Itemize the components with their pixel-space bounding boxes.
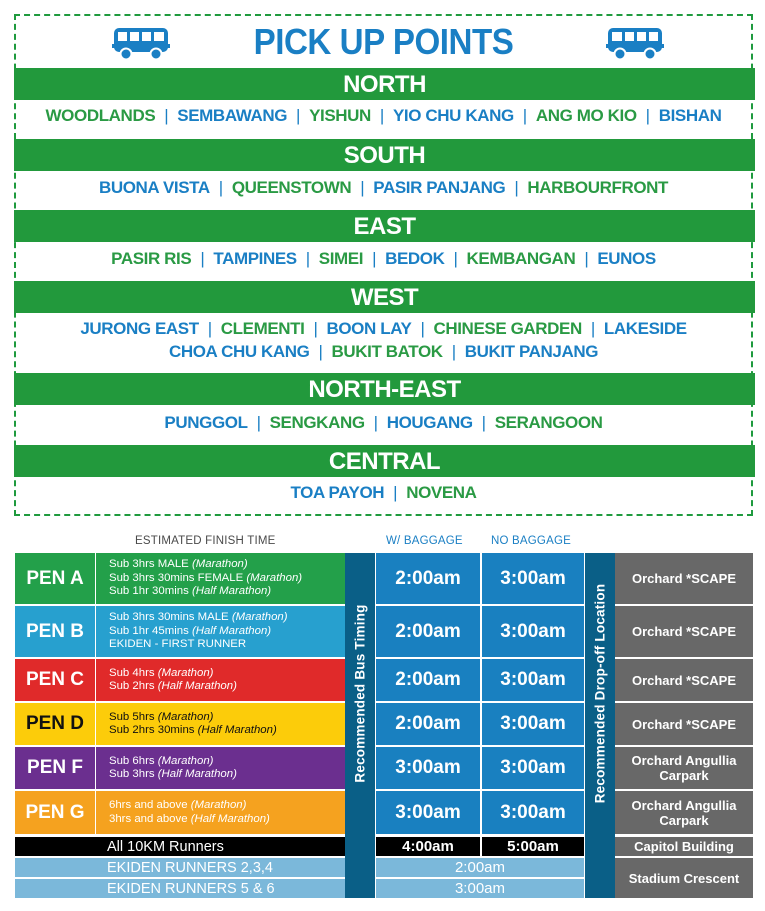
place-name: HARBOURFRONT — [527, 178, 669, 197]
dropoff-band-lower — [585, 836, 615, 898]
race-category-text: (Half Marathon) — [191, 585, 272, 598]
pen-label: PEN F — [15, 747, 95, 789]
region-header-central: CENTRAL — [14, 445, 755, 477]
place-name: CHOA CHU KANG — [168, 342, 310, 361]
place-name: PASIR RIS — [111, 249, 192, 268]
tenk-no-baggage: 5:00am — [482, 837, 584, 856]
pen-description-line — [109, 585, 345, 599]
race-category-text: (Marathon) — [157, 710, 214, 723]
separator: | — [207, 319, 212, 338]
finish-time-text: Sub 1hr 30mins — [109, 585, 192, 598]
dropoff-location: Orchard *SCAPE — [615, 703, 753, 745]
region-places-south — [16, 178, 751, 198]
dropoff-location: Orchard Angullia Carpark — [615, 791, 753, 834]
pen-description-line — [109, 611, 345, 625]
region-places-west — [16, 319, 751, 339]
separator: | — [453, 249, 458, 268]
region-header-east: EAST — [14, 210, 755, 242]
race-category-text: (Half Marathon) — [157, 680, 237, 692]
ekiden-location: Stadium Crescent — [615, 858, 753, 898]
with-baggage-time: 2:00am — [376, 703, 480, 745]
separator: | — [590, 319, 595, 338]
place-name: SIMEI — [318, 249, 364, 268]
separator: | — [481, 413, 486, 432]
separator: | — [514, 178, 519, 197]
pen-label: PEN A — [15, 553, 95, 604]
place-name: PASIR PANJANG — [373, 178, 506, 197]
tenk-label: All 10KM Runners — [107, 838, 224, 855]
race-category-text: (Marathon) — [231, 611, 288, 624]
separator: | — [218, 178, 223, 197]
ekiden-label: EKIDEN RUNNERS 5 & 6 — [107, 880, 275, 897]
ekiden-time: 2:00am — [376, 858, 584, 877]
no-baggage-time: 3:00am — [482, 703, 584, 745]
race-category-text: (Half Marathon) — [191, 624, 272, 637]
dropoff-location: Orchard *SCAPE — [615, 606, 753, 657]
region-places-central — [16, 483, 751, 503]
place-name: YIO CHU KANG — [392, 106, 514, 125]
with-baggage-time: 3:00am — [376, 747, 480, 789]
pen-label: PEN B — [15, 606, 95, 657]
place-name: ANG MO KIO — [535, 106, 637, 125]
place-name: BUONA VISTA — [98, 178, 210, 197]
pickup-title: PICK UP POINTS — [253, 21, 514, 62]
pen-description — [96, 791, 345, 834]
dropoff-band — [585, 553, 615, 836]
race-category-text: (Half Marathon) — [197, 724, 277, 736]
separator: | — [373, 413, 378, 432]
separator: | — [256, 413, 261, 432]
place-name: BUKIT PANJANG — [464, 342, 599, 361]
pen-label: PEN G — [15, 791, 95, 834]
pen-row — [15, 606, 345, 657]
bus-timing-band-lower — [345, 835, 375, 898]
place-name: NOVENA — [406, 483, 477, 502]
race-category-text: (Marathon) — [157, 754, 214, 767]
tenk-with-baggage: 4:00am — [376, 837, 480, 856]
separator: | — [164, 106, 169, 125]
pen-description — [96, 703, 345, 745]
ekiden-row — [15, 879, 345, 898]
pen-row — [15, 791, 345, 834]
finish-time-text: 3hrs and above — [109, 812, 191, 825]
separator: | — [305, 249, 310, 268]
region-header-west: WEST — [14, 281, 755, 313]
pen-description — [96, 606, 345, 657]
finish-time-text: 6hrs and above — [109, 799, 191, 811]
pen-description — [96, 747, 345, 789]
pen-label: PEN D — [15, 703, 95, 745]
no-baggage-time: 3:00am — [482, 553, 584, 604]
place-name: KEMBANGAN — [466, 249, 576, 268]
place-name: HOUGANG — [386, 413, 473, 432]
pickup-points-panel — [14, 14, 753, 516]
finish-time-text: Sub 3hrs — [109, 768, 158, 780]
ekiden-label: EKIDEN RUNNERS 2,3,4 — [107, 859, 273, 876]
separator: | — [360, 178, 365, 197]
place-name: WOODLANDS — [45, 106, 156, 125]
race-category-text: (Marathon) — [157, 666, 214, 679]
place-name: PUNGGOL — [164, 413, 248, 432]
tenk-row — [15, 837, 345, 856]
pen-description-line — [109, 768, 345, 782]
separator: | — [200, 249, 205, 268]
finish-time-text: Sub 4hrs — [109, 666, 158, 679]
ekiden-time: 3:00am — [376, 879, 584, 898]
finish-time-text: Sub 1hr 45mins — [109, 624, 192, 637]
with-baggage-time: 3:00am — [376, 791, 480, 834]
with-baggage-time: 2:00am — [376, 659, 480, 701]
pen-description-line — [109, 667, 345, 681]
no-baggage-time: 3:00am — [482, 747, 584, 789]
finish-time-text: Sub 5hrs — [109, 710, 158, 723]
pen-description — [96, 553, 345, 604]
region-header-south: SOUTH — [14, 139, 755, 171]
pen-row — [15, 659, 345, 701]
finish-time-text: Sub 2hrs 30mins — [109, 724, 198, 736]
place-name: YISHUN — [309, 106, 371, 125]
region-places-west-line2 — [16, 342, 751, 362]
pen-description-line — [109, 799, 345, 813]
place-name: BUKIT BATOK — [331, 342, 443, 361]
finish-time-text: Sub 3hrs 30mins FEMALE — [109, 571, 247, 584]
place-name: BISHAN — [658, 106, 722, 125]
separator: | — [451, 342, 456, 361]
dropoff-location: Orchard *SCAPE — [615, 553, 753, 604]
bus-timing-band — [345, 553, 375, 835]
region-header-north-east: NORTH-EAST — [14, 373, 755, 405]
place-name: LAKESIDE — [603, 319, 687, 338]
place-name: SEMBAWANG — [177, 106, 288, 125]
race-category-text: (Half Marathon) — [190, 812, 270, 825]
pen-description-line — [109, 558, 345, 572]
place-name: SERANGOON — [494, 413, 603, 432]
pen-label: PEN C — [15, 659, 95, 701]
separator: | — [379, 106, 384, 125]
pen-description-line — [109, 813, 345, 827]
place-name: CLEMENTI — [220, 319, 305, 338]
region-places-north-east — [16, 413, 751, 433]
with-baggage-time: 2:00am — [376, 553, 480, 604]
no-baggage-time: 3:00am — [482, 659, 584, 701]
place-name: BEDOK — [385, 249, 445, 268]
tenk-location: Capitol Building — [615, 837, 753, 856]
pen-description-line — [109, 755, 345, 769]
region-places-north — [16, 106, 751, 126]
separator: | — [645, 106, 650, 125]
finish-time-text: EKIDEN - FIRST RUNNER — [109, 638, 247, 651]
separator: | — [313, 319, 318, 338]
dropoff-label: Recommended Drop-off Location — [592, 583, 608, 804]
pen-row — [15, 553, 345, 604]
place-name: BOON LAY — [326, 319, 412, 338]
race-category-text: (Marathon) — [190, 799, 247, 811]
finish-time-text: Sub 3hrs 30mins MALE — [109, 611, 232, 624]
no-baggage-time: 3:00am — [482, 606, 584, 657]
pen-description-line — [109, 680, 345, 694]
place-name: TOA PAYOH — [290, 483, 385, 502]
header-with-baggage: W/ BAGGAGE — [386, 535, 463, 547]
ekiden-row — [15, 858, 345, 877]
header-no-baggage: NO BAGGAGE — [491, 535, 571, 547]
finish-time-text: Sub 6hrs — [109, 754, 158, 767]
no-baggage-time: 3:00am — [482, 791, 584, 834]
place-name: CHINESE GARDEN — [433, 319, 582, 338]
race-category-text: (Marathon) — [246, 571, 303, 584]
bus-icon — [606, 26, 664, 62]
pen-row — [15, 703, 345, 745]
bus-icon — [112, 26, 170, 62]
pen-description-line — [109, 625, 345, 639]
dropoff-location: Orchard Angullia Carpark — [615, 747, 753, 789]
region-places-east — [16, 249, 751, 269]
separator: | — [584, 249, 589, 268]
separator: | — [318, 342, 323, 361]
place-name: SENGKANG — [269, 413, 365, 432]
separator: | — [393, 483, 398, 502]
region-header-north: NORTH — [14, 68, 755, 100]
bus-timing-label: Recommended Bus Timing — [352, 604, 368, 783]
place-name: TAMPINES — [213, 249, 297, 268]
separator: | — [372, 249, 377, 268]
dropoff-location: Orchard *SCAPE — [615, 659, 753, 701]
place-name: JURONG EAST — [80, 319, 199, 338]
finish-time-text: Sub 3hrs MALE — [109, 558, 192, 571]
separator: | — [522, 106, 527, 125]
header-estimated-finish-time: ESTIMATED FINISH TIME — [135, 535, 276, 547]
separator: | — [296, 106, 301, 125]
separator: | — [420, 319, 425, 338]
place-name: EUNOS — [597, 249, 656, 268]
race-category-text: (Marathon) — [191, 558, 248, 571]
with-baggage-time: 2:00am — [376, 606, 480, 657]
place-name: QUEENSTOWN — [231, 178, 352, 197]
pen-description-line — [109, 711, 345, 725]
pen-description-line — [109, 572, 345, 586]
pen-description — [96, 659, 345, 701]
pen-row — [15, 747, 345, 789]
finish-time-text: Sub 2hrs — [109, 680, 158, 692]
pen-description-line — [109, 724, 345, 738]
pen-description-line — [109, 638, 345, 652]
race-category-text: (Half Marathon) — [157, 768, 237, 780]
